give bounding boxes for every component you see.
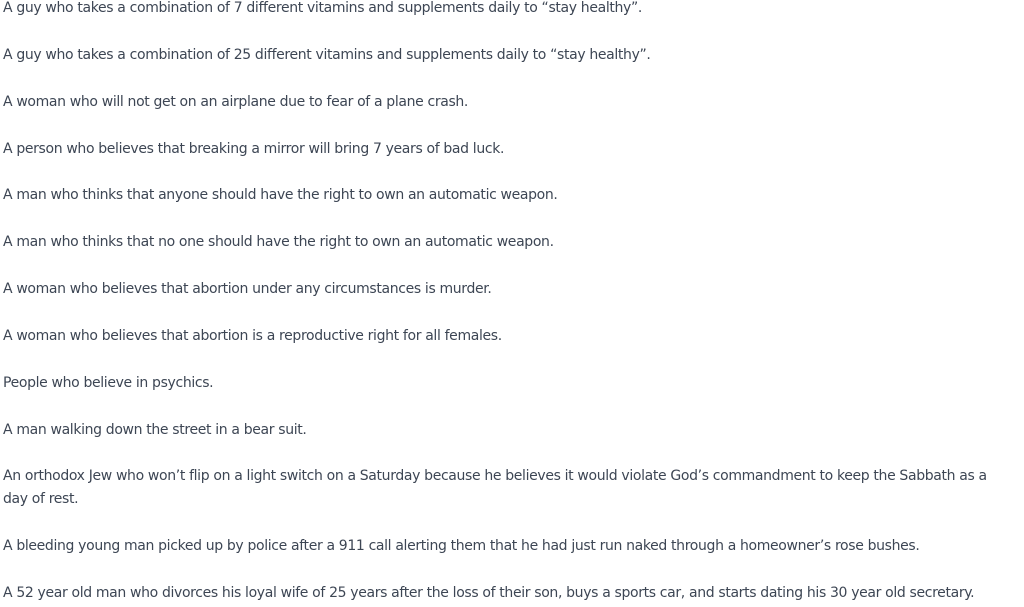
paragraph-vitamins-25: A guy who takes a combination of 25 different vitamins and supplements daily to “stay healthy”. (3, 47, 651, 63)
paragraph-abortion-right: A woman who believes that abortion is a reproductive right for all females. (3, 328, 502, 344)
paragraph-mirror: A person who believes that breaking a mirror will bring 7 years of bad luck. (3, 141, 505, 157)
paragraph-weapon-anyone: A man who thinks that anyone should have the right to own an automatic weapon. (3, 187, 558, 203)
paragraph-abortion-murder: A woman who believes that abortion under any circumstances is murder. (3, 281, 492, 297)
paragraph-vitamins-7: A guy who takes a combination of 7 different vitamins and supplements daily to “stay healthy”. (3, 0, 642, 16)
paragraph-sabbath: An orthodox Jew who won’t flip on a light switch on a Saturday because he believes it would violate God’s commandment to keep the Sabbath as a day of rest. (3, 468, 987, 507)
paragraph-psychics: People who believe in psychics. (3, 375, 214, 391)
paragraph-divorce: A 52 year old man who divorces his loyal wife of 25 years after the loss of their son, buys a sports car, and starts dating his 30 year old secretary. (3, 585, 975, 601)
paragraph-weapon-no-one: A man who thinks that no one should have the right to own an automatic weapon. (3, 234, 554, 250)
paragraph-bear-suit: A man walking down the street in a bear suit. (3, 422, 307, 438)
paragraph-airplane: A woman who will not get on an airplane due to fear of a plane crash. (3, 94, 469, 110)
paragraph-rose-bushes: A bleeding young man picked up by police after a 911 call alerting them that he had just run naked through a homeowner’s rose bushes. (3, 538, 920, 554)
